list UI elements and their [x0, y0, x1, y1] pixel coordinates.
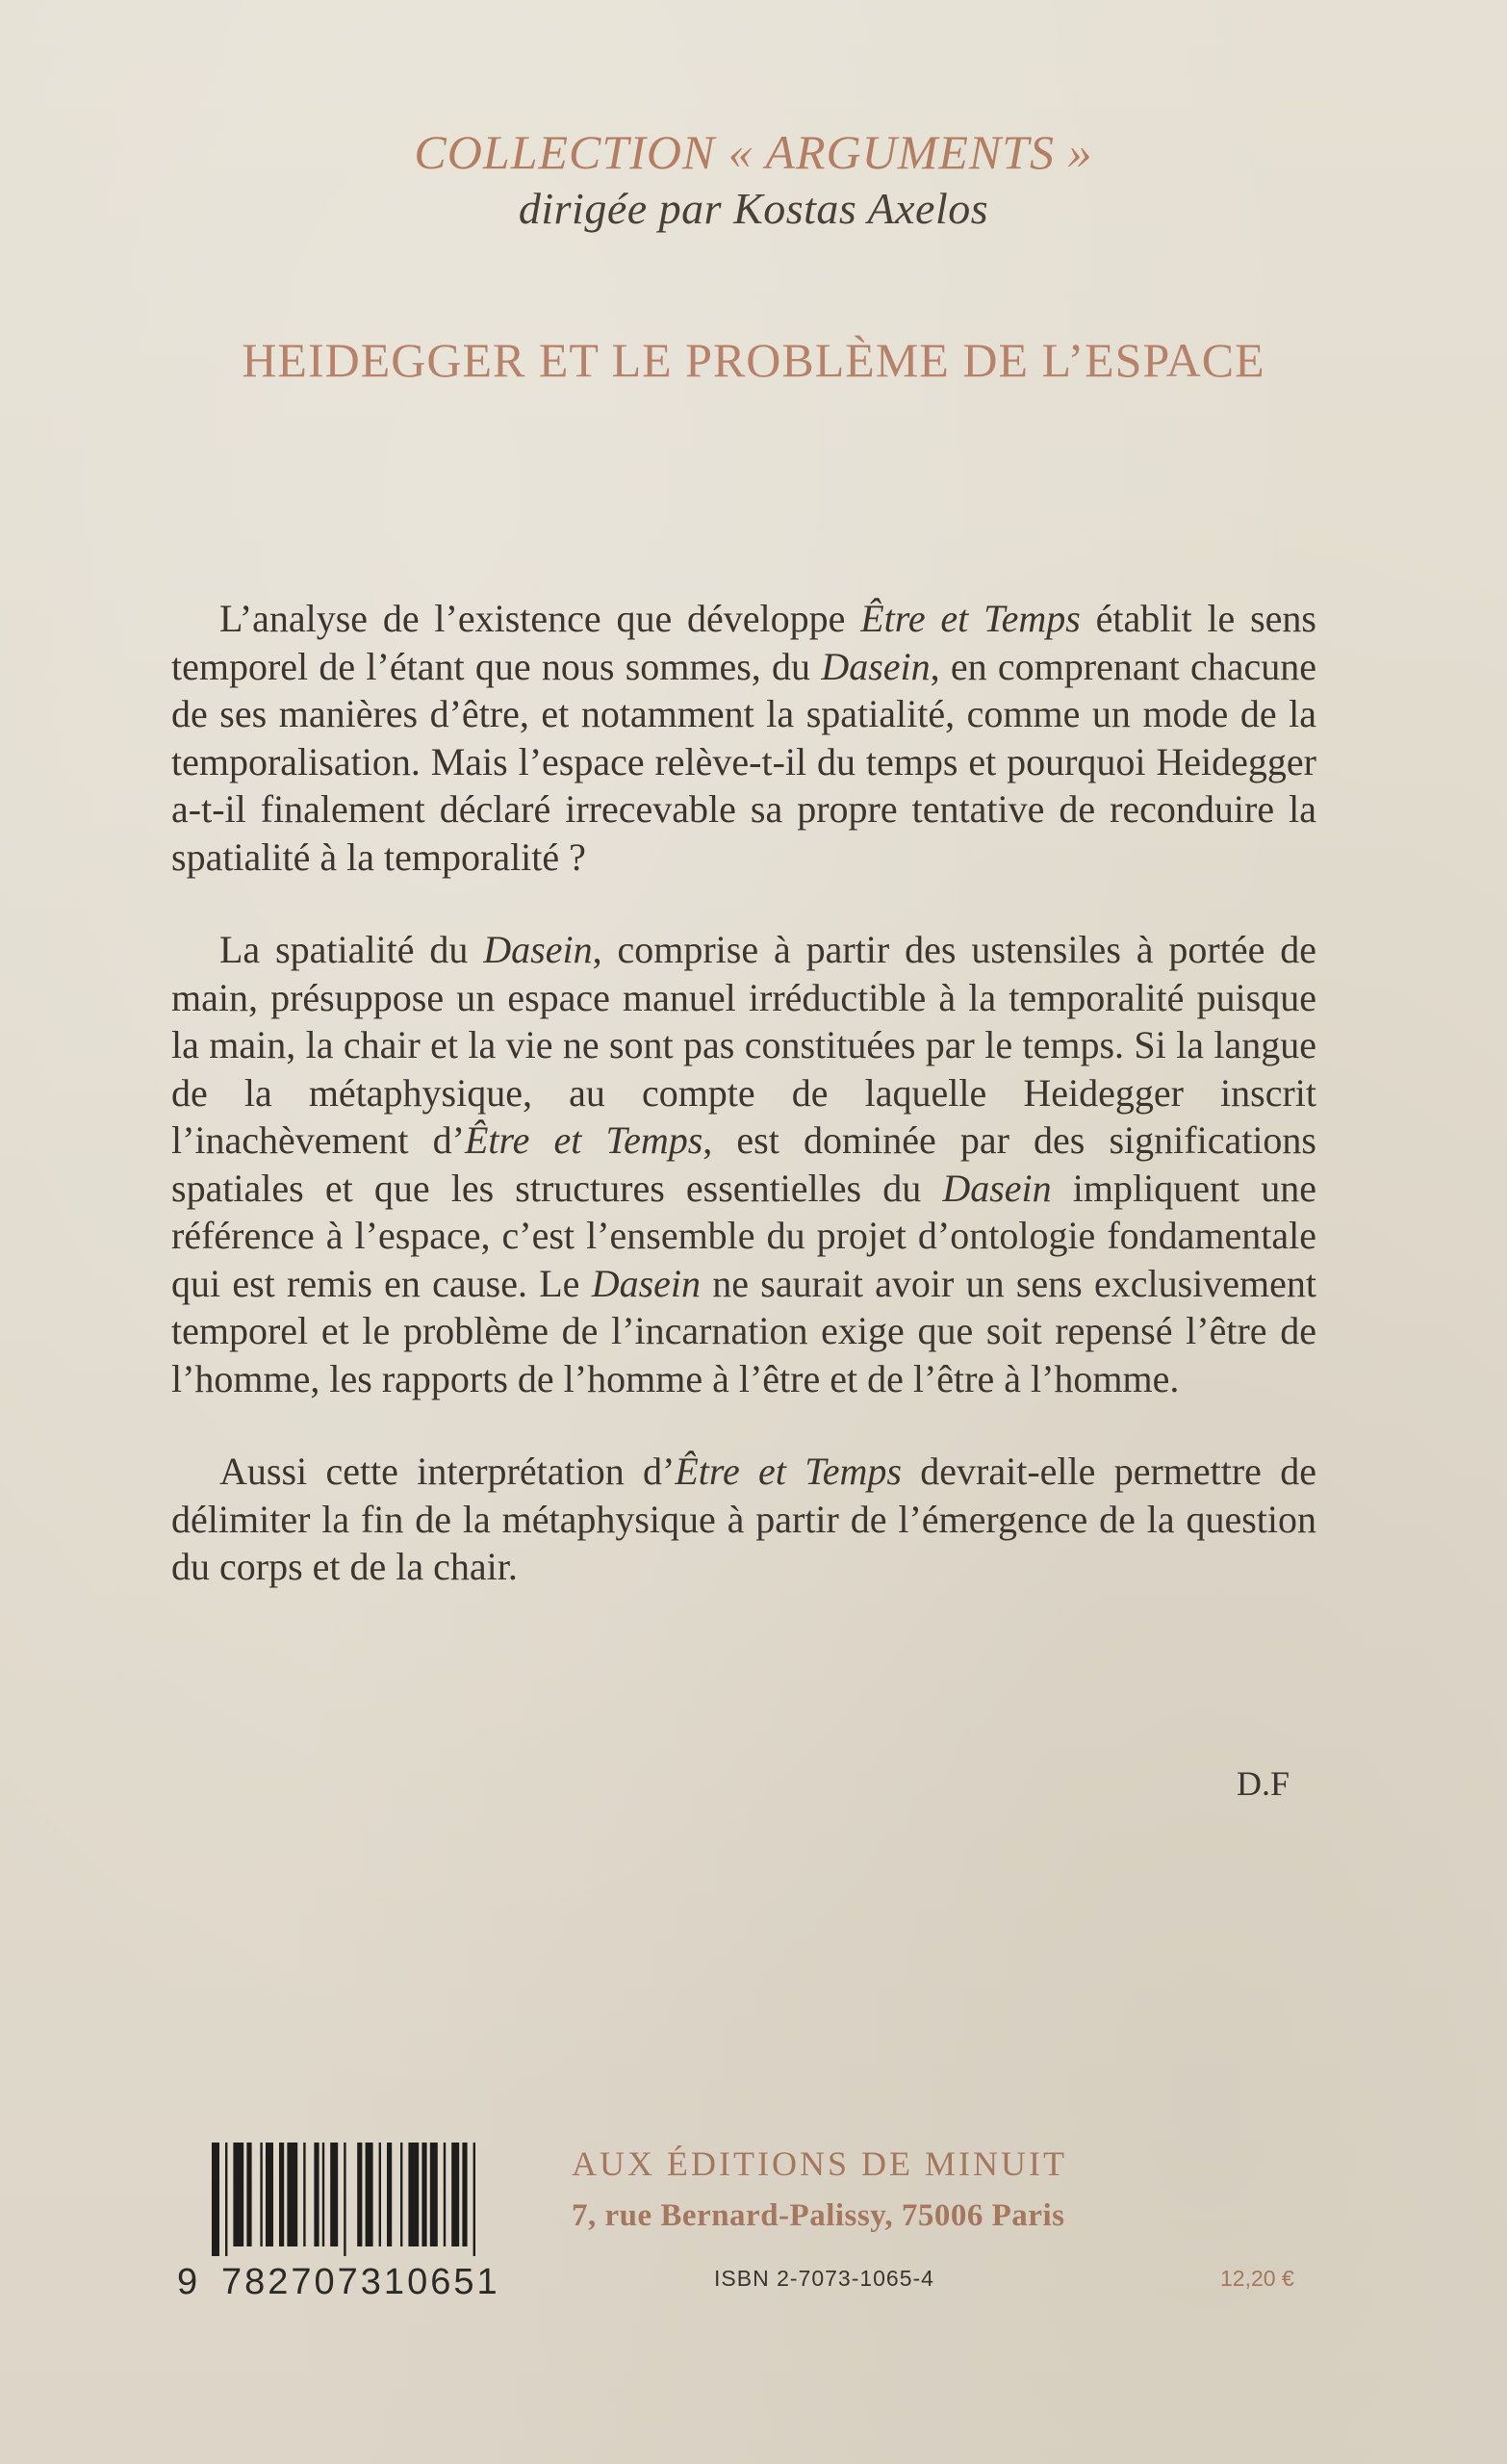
blurb-paragraph-3 — [171, 1448, 1316, 1591]
book-title: HEIDEGGER ET LE PROBLÈME DE L’ESPACE — [242, 333, 1265, 387]
barcode-bar — [357, 2143, 362, 2246]
barcode-bar — [330, 2143, 338, 2246]
barcode-digits: 782707310651 — [221, 2262, 500, 2302]
text-run: L’analyse de l’existence que développe — [219, 597, 861, 640]
text-run: ne saurait avoir un sens exclusivement temporel et le problème de l’incarnation exige que soit repensé l’être de l’homme, les rapports de l’homme à l’être et de l’être à l’homme. — [171, 1261, 1316, 1400]
barcode-bar — [303, 2143, 305, 2246]
barcode-bar — [212, 2143, 219, 2256]
isbn: ISBN 2-7073-1065-4 — [714, 2266, 934, 2291]
italic-run: Dasein — [942, 1166, 1052, 1210]
barcode-bar — [387, 2143, 392, 2246]
publisher-name: AUX ÉDITIONS DE MINUIT — [572, 2144, 1067, 2183]
blurb-paragraph-2 — [171, 926, 1316, 1402]
italic-run: Dasein — [483, 928, 593, 971]
barcode-bar — [344, 2143, 345, 2256]
barcode-bar — [444, 2143, 446, 2246]
text-run: impliquent une référence à l’espace, c’est l’ensemble du projet d’ontologie fondamentale qui est remis en cause. Le — [171, 1166, 1316, 1305]
barcode-bar — [400, 2143, 402, 2246]
text-run: Aussi cette interprétation d’ — [219, 1450, 676, 1493]
barcode-bar — [314, 2143, 319, 2246]
barcode-first-digit: 9 — [177, 2262, 198, 2302]
barcode-bar — [379, 2143, 381, 2246]
barcode-bar — [462, 2143, 467, 2246]
blurb — [171, 595, 1316, 1636]
italic-run: Être et Temps — [675, 1450, 902, 1493]
barcode-bar — [366, 2143, 373, 2246]
price: 12,20 € — [1220, 2266, 1294, 2291]
italic-run: Dasein — [821, 644, 931, 688]
barcode-bar — [225, 2143, 227, 2256]
barcode-bar — [473, 2143, 475, 2256]
barcode-bar — [421, 2143, 426, 2246]
text-run: La spatialité du — [219, 928, 484, 971]
italic-run: Être et Temps — [860, 597, 1081, 640]
barcode-bar — [246, 2143, 251, 2246]
publisher-address: 7, rue Bernard-Palissy, 75006 Paris — [572, 2198, 1065, 2233]
collection-name: COLLECTION « ARGUMENTS » — [414, 125, 1093, 179]
barcode-bar — [233, 2143, 243, 2246]
barcode-bar — [279, 2143, 284, 2246]
text-run: devrait-elle permettre de délimiter la fin de la métaphysique à partir de l’émergence de la question du corps et de la chair. — [171, 1450, 1316, 1588]
barcode-bar — [430, 2143, 438, 2246]
italic-run: Être et Temps — [465, 1118, 703, 1162]
barcode-bar — [322, 2143, 324, 2246]
collection-director: dirigée par Kostas Axelos — [518, 184, 989, 233]
barcode-bar — [451, 2143, 459, 2246]
barcode — [164, 2143, 539, 2302]
italic-run: Dasein — [591, 1261, 702, 1305]
author-initials: D.F — [1236, 1764, 1290, 1803]
text-run: , comprise à partir des ustensiles à portée de main, présuppose un espace manuel irréductible à la temporalité puisque la main, la chair et la vie ne sont pas constituées par le temps. Si la langue de la métaphysique, au compte de laquelle Heidegger inscrit l’inachèvement d’ — [171, 928, 1316, 1162]
barcode-bar — [260, 2143, 262, 2246]
barcode-bar — [408, 2143, 419, 2246]
blurb-paragraph-1 — [171, 595, 1316, 881]
barcode-bar — [287, 2143, 297, 2246]
barcode-bars — [212, 2143, 529, 2256]
text-run: établit le sens temporel de l’étant que nous sommes, du — [171, 597, 1317, 688]
text-run: , en comprenant chacune de ses manières d’être, et notamment la spatialité, comme un mode de la temporalisation. Mais l’espace relève-t-il du temps et pourquoi Heidegger a-t-il finalement déclaré irrecevable sa propre tentative de reconduire la spatialité à la temporalité ? — [171, 644, 1317, 879]
text-run: , est dominée par des significations spatiales et que les structures essentielles du — [171, 1118, 1316, 1210]
barcode-bar — [266, 2143, 273, 2246]
